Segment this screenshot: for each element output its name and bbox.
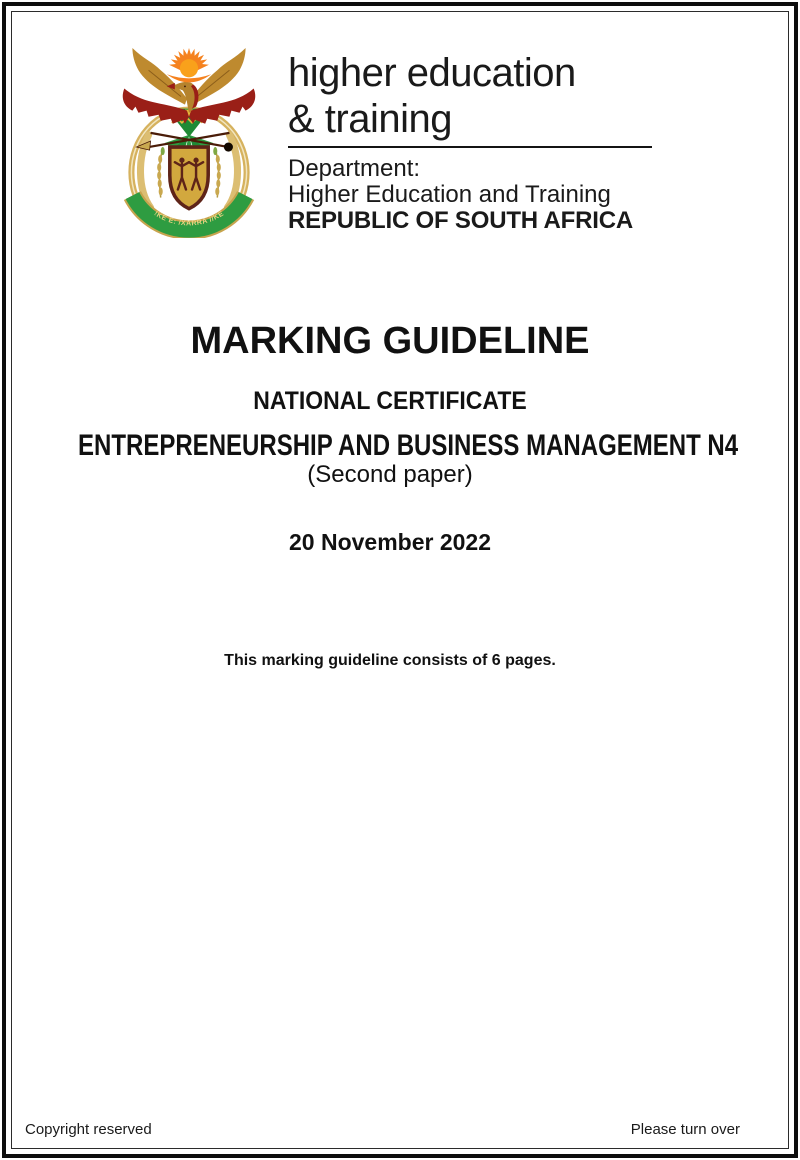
emblem-sun [167,48,211,83]
pages-note: This marking guideline consists of 6 pages. [224,652,556,669]
paper-subtitle: (Second paper) [307,461,473,488]
coat-of-arms [108,46,270,238]
logotype-line-2: & training [288,97,452,141]
certificate-heading: NATIONAL CERTIFICATE [253,387,527,415]
department-header [288,50,668,234]
turn-over-note: Please turn over [630,1121,740,1138]
emblem-motto-text: !KE E: /XARRA //KE [152,210,226,228]
department-label: Department: [288,155,421,182]
page-footer [25,1121,740,1138]
department-name: Higher Education and Training [288,181,611,208]
page-title: MARKING GUIDELINE [190,320,590,362]
logotype-line-1: higher education [288,51,576,95]
country-name: REPUBLIC OF SOUTH AFRICA [288,207,633,234]
emblem-shield [170,147,208,209]
logotype-rule [288,146,652,148]
emblem-wheat [157,147,165,198]
coat-of-arms-svg [108,46,270,238]
copyright-note: Copyright reserved [25,1121,152,1138]
subject-heading: ENTREPRENEURSHIP AND BUSINESS MANAGEMENT N4 [78,429,739,462]
exam-date: 20 November 2022 [288,529,491,555]
